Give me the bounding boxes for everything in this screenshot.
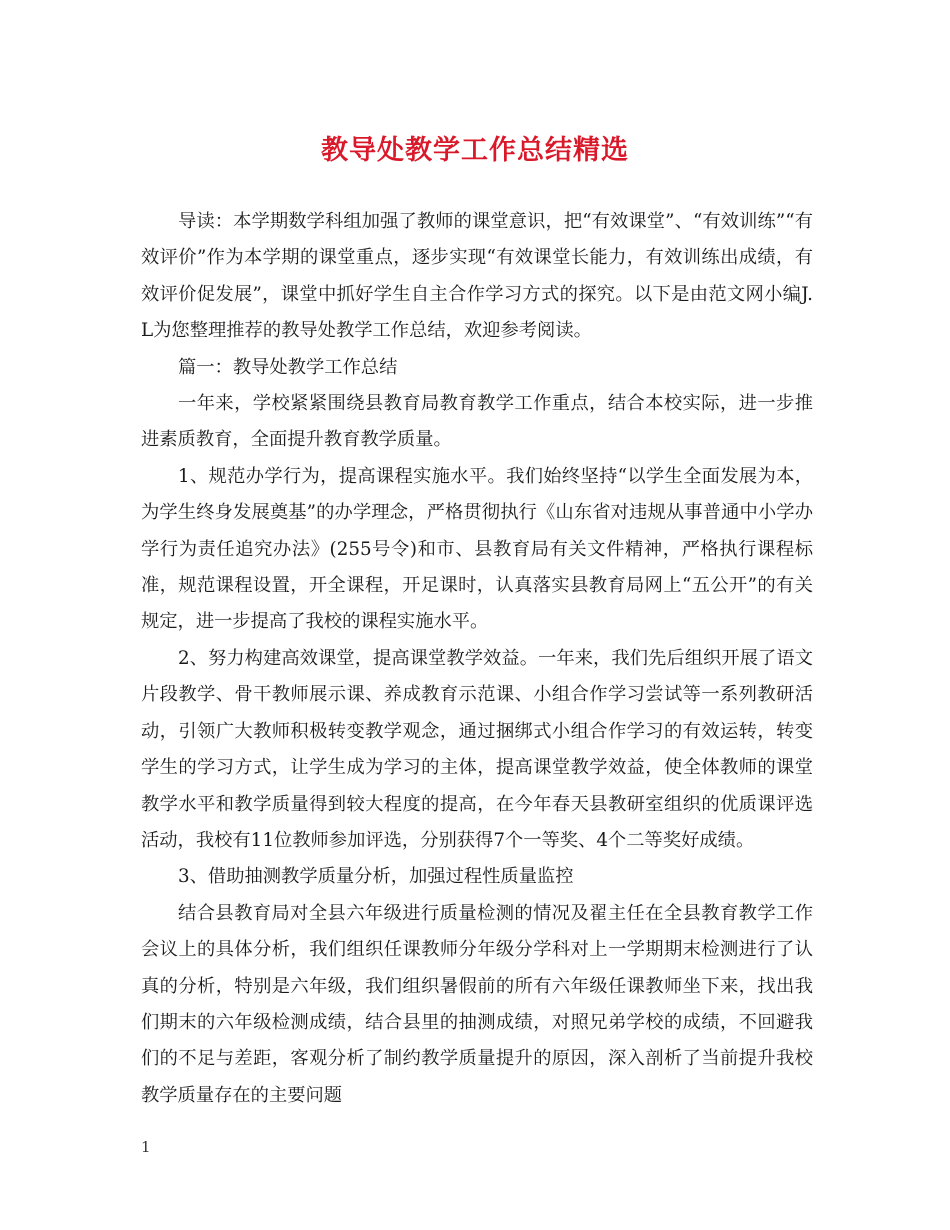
paragraph: 1、规范办学行为，提高课程实施水平。我们始终坚持“以学生全面发展为本，为学生终身发展奠基”的办学理念，严格贯彻执行《山东省对违规从事普通中小学办学行为责任追究办法》(255号令)和市、县教育局有关文件精神，严格执行课程标准，规范课程设置，开全课程，开足课时，认真落实县教育局网上“五公开”的有关规定，进一步提高了我校的课程实施水平。 — [141, 465, 813, 633]
paragraph: 一年来，学校紧紧围绕县教育局教育教学工作重点，结合本校实际，进一步推进素质教育，全面提升教育教学质量。 — [141, 393, 813, 451]
paragraph-section-heading: 篇一：教导处教学工作总结 — [178, 356, 398, 378]
page-number: 1 — [141, 1138, 151, 1156]
paragraph-subheading: 3、借助抽测教学质量分析，加强过程性质量监控 — [178, 866, 574, 888]
paragraph: 2、努力构建高效课堂，提高课堂教学效益。一年来，我们先后组织开展了语文片段教学、骨干教师展示课、养成教育示范课、小组合作学习尝试等一系列教研活动，引领广大教师积极转变教学观念，通过捆绑式小组合作学习的有效运转，转变学生的学习方式，让学生成为学习的主体，提高课堂教学效益，使全体教师的课堂教学水平和教学质量得到较大程度的提高，在今年春天县教研室组织的优质课评选活动，我校有11位教师参加评选，分别获得7个一等奖、4个二等奖好成绩。 — [141, 647, 813, 851]
document-title: 教导处教学工作总结精选 — [321, 135, 629, 166]
paragraph: 结合县教育局对全县六年级进行质量检测的情况及翟主任在全县教育教学工作会议上的具体分析，我们组织任课教师分年级分学科对上一学期期末检测进行了认真的分析，特别是六年级，我们组织暑假前的所有六年级任课教师坐下来，找出我们期末的六年级检测成绩，结合县里的抽测成绩，对照兄弟学校的成绩，不回避我们的不足与差距，客观分析了制约教学质量提升的原因，深入剖析了当前提升我校教学质量存在的主要问题 — [141, 902, 813, 1106]
paragraph-intro: 导读：本学期数学科组加强了教师的课堂意识，把“有效课堂”、“有效训练”“有效评价”作为本学期的课堂重点，逐步实现“有效课堂长能力，有效训练出成绩，有效评价促发展”，课堂中抓好学生自主合作学习方式的探究。以下是由范文网小编J.L为您整理推荐的教导处教学工作总结，欢迎参考阅读。 — [141, 211, 813, 342]
document-body — [141, 204, 813, 1114]
